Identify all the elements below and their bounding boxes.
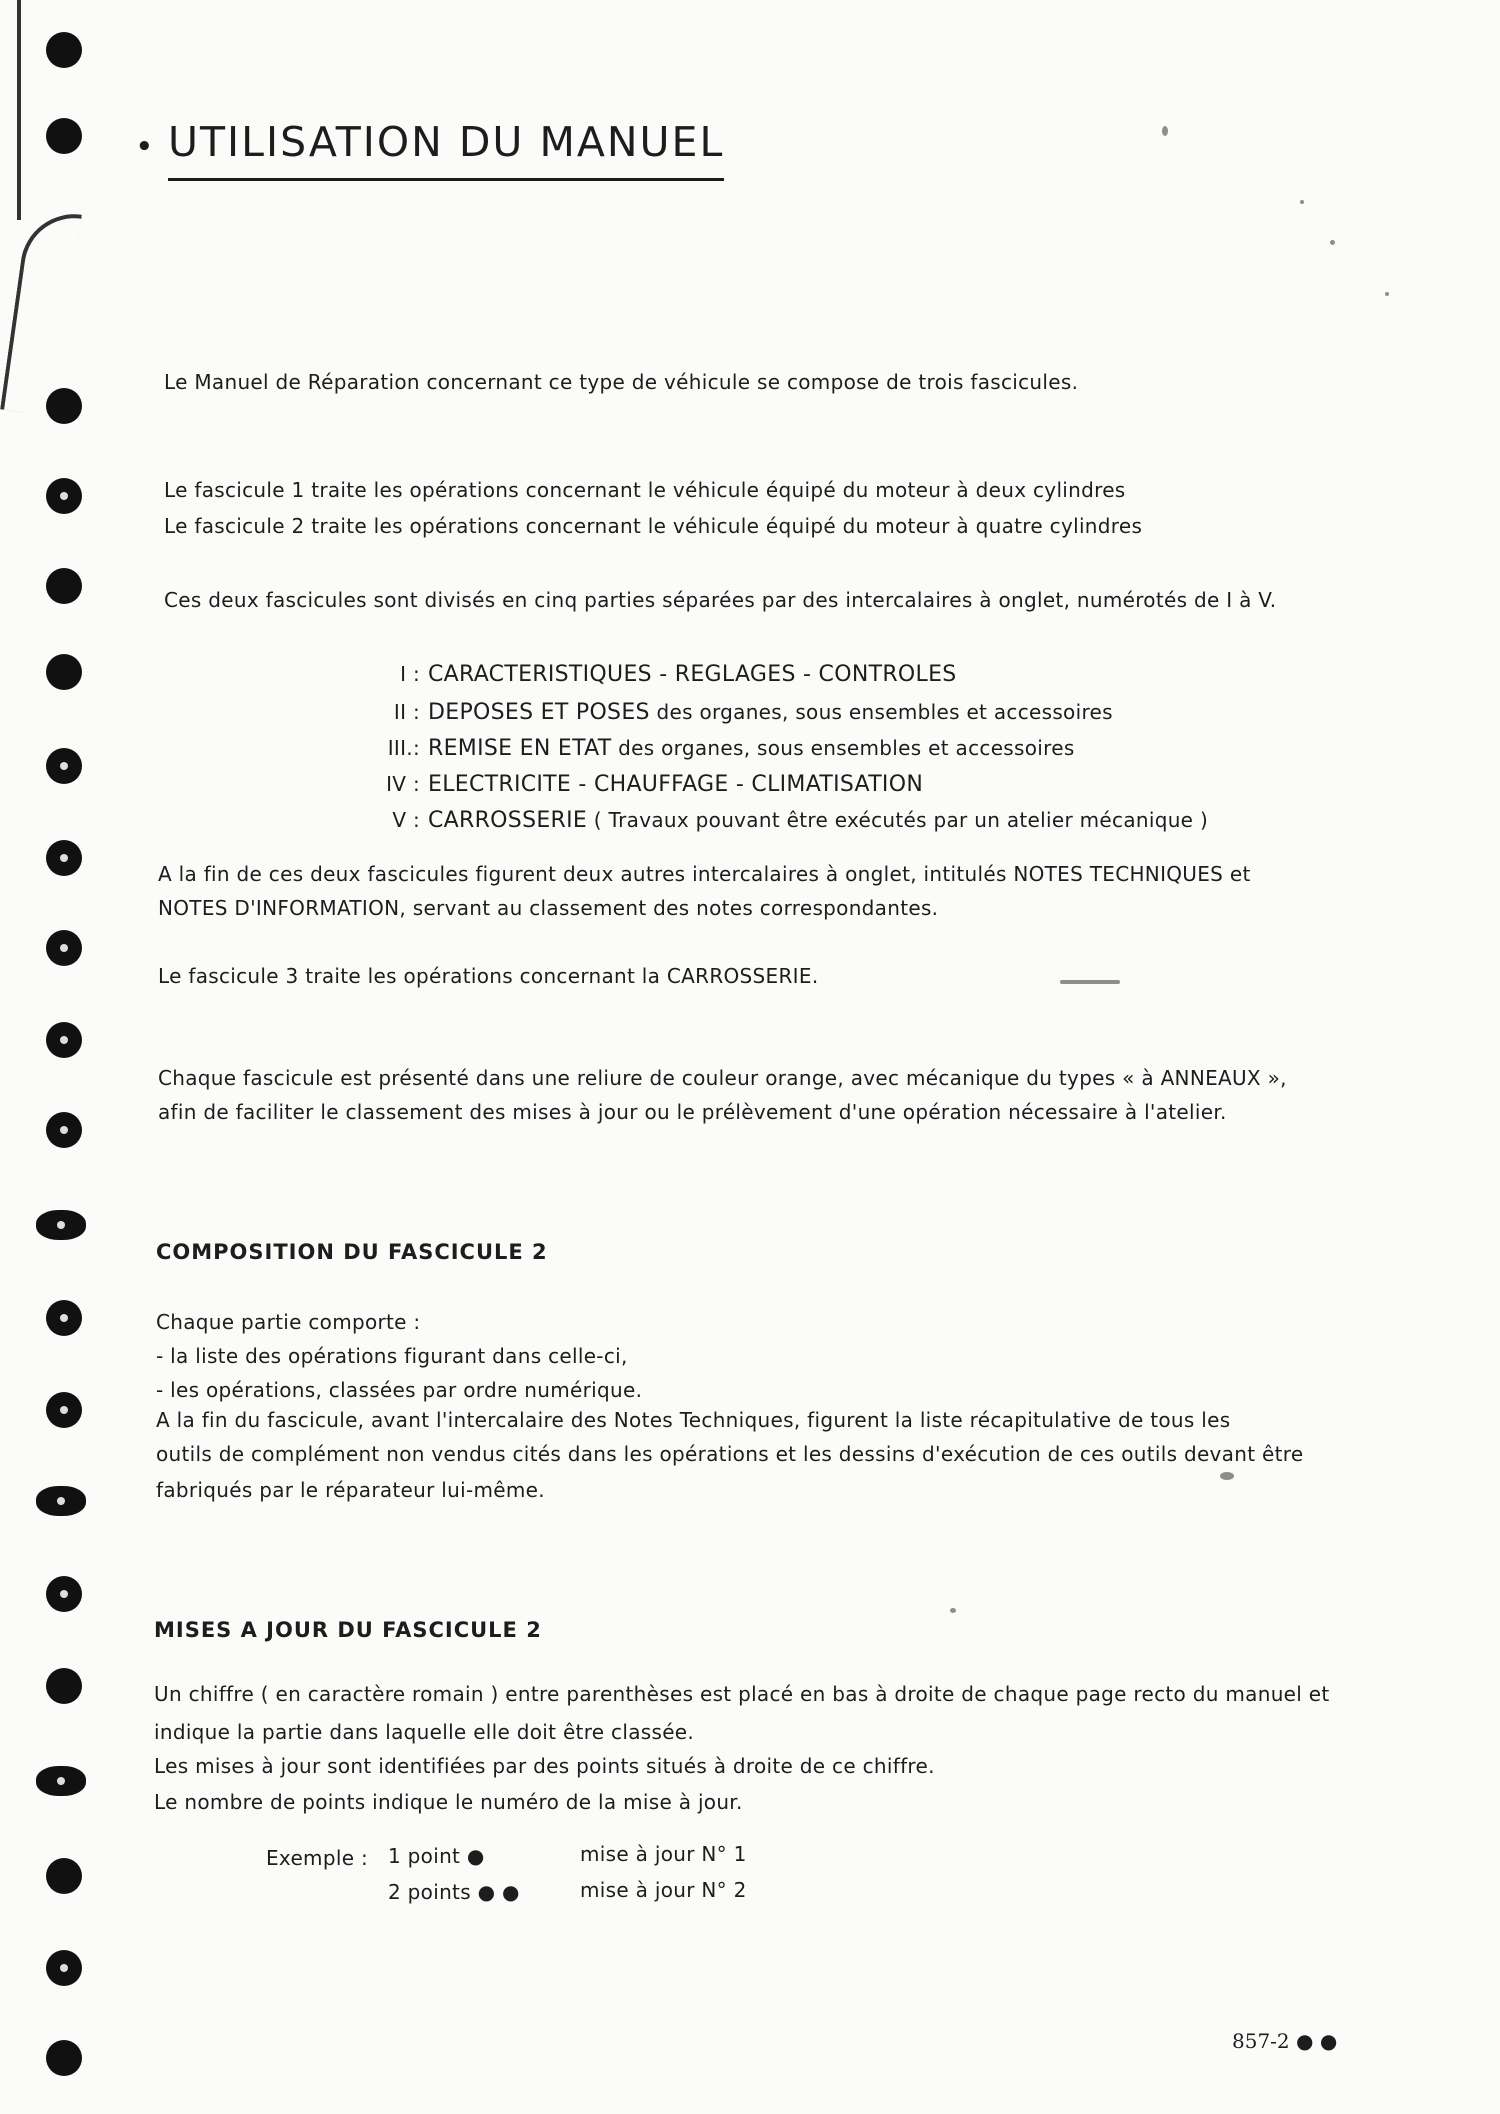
scan-speck — [1162, 126, 1168, 136]
part-title: CARROSSERIE — [428, 808, 588, 833]
composition-line: A la fin du fascicule, avant l'intercalaire des Notes Techniques, figurent la liste récapitulative de tous les — [156, 1408, 1231, 1432]
title-bullet: • — [136, 132, 153, 162]
part-title: CARACTERISTIQUES - REGLAGES - CONTROLES — [428, 662, 957, 687]
mises-line: Le nombre de points indique le numéro de la mise à jour. — [154, 1790, 743, 1814]
binder-hole — [46, 1576, 82, 1612]
example-label: Exemple : — [266, 1846, 368, 1870]
scan-speck — [1385, 292, 1389, 296]
part-item — [384, 664, 957, 686]
part-number: II : — [393, 700, 420, 724]
page-title: UTILISATION DU MANUEL — [168, 118, 724, 181]
fascicule-3-line: Le fascicule 3 traite les opérations concernant la CARROSSERIE. — [158, 964, 819, 988]
reliure-line-2: afin de faciliter le classement des mises à jour ou le prélèvement d'une opération nécessaire à l'atelier. — [158, 1100, 1227, 1124]
binder-hole — [36, 1766, 86, 1796]
part-item — [384, 738, 1075, 760]
part-item — [384, 810, 1208, 832]
scan-speck — [1060, 980, 1120, 984]
fascicule-2-line: Le fascicule 2 traite les opérations concernant le véhicule équipé du moteur à quatre cylindres — [164, 514, 1143, 538]
part-title: REMISE EN ETAT — [428, 736, 612, 761]
binder-hole — [46, 1392, 82, 1428]
composition-line: - les opérations, classées par ordre numérique. — [156, 1378, 643, 1402]
binder-hole — [46, 118, 82, 154]
mises-heading: MISES A JOUR DU FASCICULE 2 — [154, 1618, 542, 1642]
example-2-points: 2 points ● ● — [388, 1880, 520, 1904]
example-1-description: mise à jour N° 1 — [580, 1842, 747, 1866]
part-number: IV : — [386, 772, 420, 796]
notes-line-1: A la fin de ces deux fascicules figurent deux autres intercalaires à onglet, intitulés NOTES TECHNIQUES et — [158, 862, 1251, 886]
composition-line: outils de complément non vendus cités dans les opérations et les dessins d'exécution de ces outils devant être — [156, 1442, 1304, 1466]
example-2-description: mise à jour N° 2 — [580, 1878, 747, 1902]
binder-hole — [46, 930, 82, 966]
binder-edge-curve — [0, 207, 82, 417]
example-1-points: 1 point ● — [388, 1844, 485, 1868]
binder-hole — [46, 2040, 82, 2076]
binder-hole — [46, 1858, 82, 1894]
mises-line: indique la partie dans laquelle elle doit être classée. — [154, 1720, 695, 1744]
part-item — [384, 774, 923, 796]
binder-hole — [46, 840, 82, 876]
mises-line: Les mises à jour sont identifiées par des points situés à droite de ce chiffre. — [154, 1754, 935, 1778]
composition-line: Chaque partie comporte : — [156, 1310, 421, 1334]
composition-line: - la liste des opérations figurant dans celle-ci, — [156, 1344, 628, 1368]
binder-hole — [46, 568, 82, 604]
part-number: V : — [392, 808, 420, 832]
part-number: I : — [400, 662, 420, 686]
binder-hole — [46, 1668, 82, 1704]
part-item — [384, 702, 1113, 724]
part-title: DEPOSES ET POSES — [428, 700, 650, 725]
binder-hole — [46, 1950, 82, 1986]
binder-hole — [46, 748, 82, 784]
binder-hole — [46, 654, 82, 690]
binder-hole — [46, 1300, 82, 1336]
binder-hole — [46, 1022, 82, 1058]
mises-line: Un chiffre ( en caractère romain ) entre parenthèses est placé en bas à droite de chaque page recto du manuel et — [154, 1682, 1330, 1706]
part-number: III.: — [387, 736, 420, 760]
composition-heading: COMPOSITION DU FASCICULE 2 — [156, 1240, 548, 1264]
binder-hole — [46, 478, 82, 514]
scan-speck — [1330, 240, 1335, 245]
part-description: des organes, sous ensembles et accessoires — [618, 736, 1075, 760]
page-reference: 857-2 ● ● — [1232, 2029, 1338, 2053]
composition-line: fabriqués par le réparateur lui-même. — [156, 1478, 545, 1502]
scan-speck — [1220, 1472, 1234, 1480]
part-title: ELECTRICITE - CHAUFFAGE - CLIMATISATION — [428, 772, 924, 797]
binder-hole — [36, 1486, 86, 1516]
scan-speck — [950, 1608, 956, 1613]
division-paragraph: Ces deux fascicules sont divisés en cinq parties séparées par des intercalaires à onglet, numérotés de I à V. — [164, 588, 1277, 612]
fascicule-1-line: Le fascicule 1 traite les opérations concernant le véhicule équipé du moteur à deux cylindres — [164, 478, 1126, 502]
reliure-line-1: Chaque fascicule est présenté dans une reliure de couleur orange, avec mécanique du types « à ANNEAUX », — [158, 1066, 1287, 1090]
notes-line-2: NOTES D'INFORMATION, servant au classement des notes correspondantes. — [158, 896, 939, 920]
part-description: ( Travaux pouvant être exécutés par un atelier mécanique ) — [593, 808, 1209, 832]
binder-hole — [36, 1210, 86, 1240]
scan-speck — [1300, 200, 1304, 204]
part-description: des organes, sous ensembles et accessoires — [656, 700, 1113, 724]
binder-hole — [46, 32, 82, 68]
binder-holes — [0, 0, 110, 2114]
binder-hole — [46, 1112, 82, 1148]
binder-hole — [46, 388, 82, 424]
intro-paragraph: Le Manuel de Réparation concernant ce type de véhicule se compose de trois fascicules. — [164, 370, 1079, 394]
binder-edge-line — [17, 0, 21, 220]
